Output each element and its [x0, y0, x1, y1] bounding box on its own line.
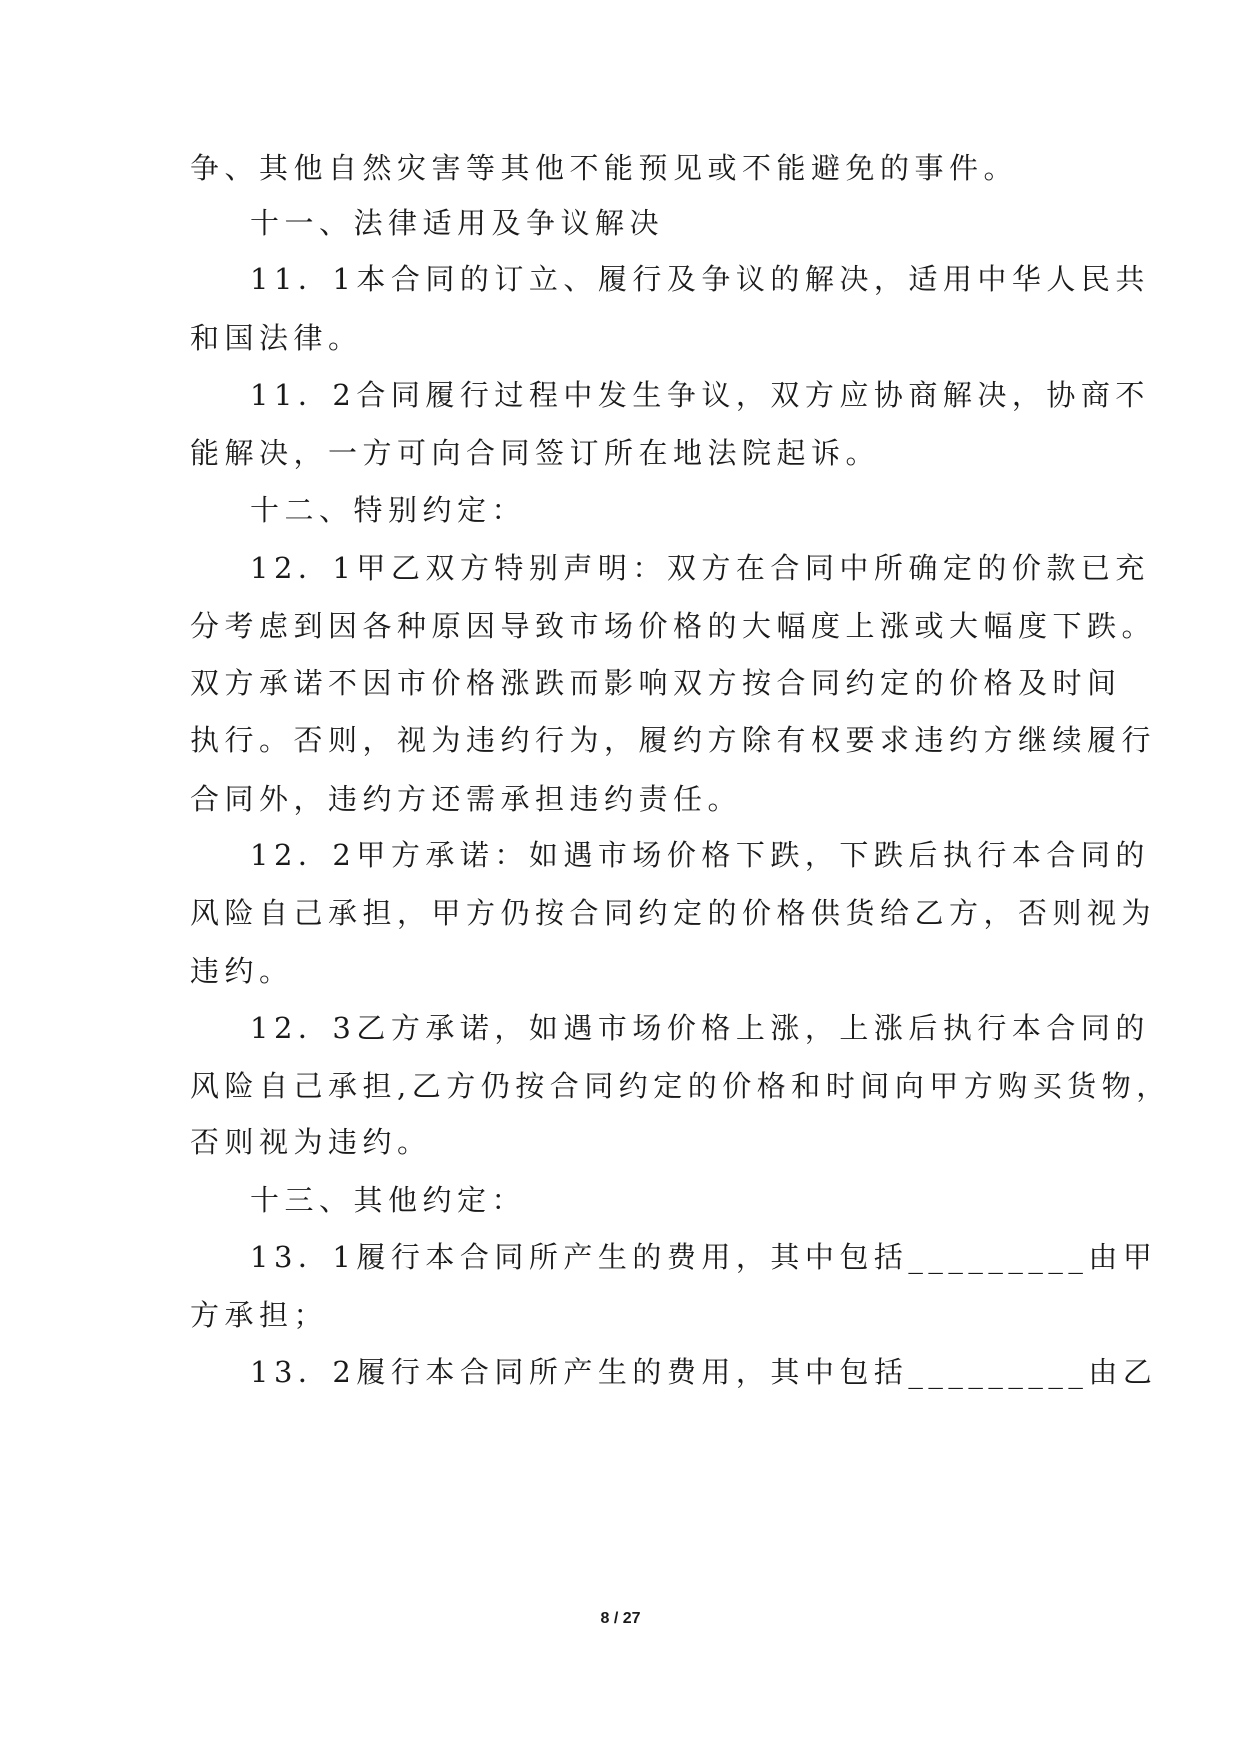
text-line: 合同外，违约方还需承担违约责任。 [190, 782, 743, 816]
text-line: 方承担； [190, 1298, 329, 1332]
text-line: 违约。 [190, 954, 294, 988]
text-line: 风险自己承担,乙方仍按合同约定的价格和时间向甲方购买货物， [190, 1069, 1171, 1103]
text-line: 分考虑到因各种原因导致市场价格的大幅度上涨或大幅度下跌。 [190, 609, 1157, 643]
section-heading: 十一、法律适用及争议解决 [250, 206, 665, 240]
text-line: 12．1甲乙双方特别声明：双方在合同中所确定的价款已充 [250, 551, 1150, 585]
text-line: 争、其他自然灾害等其他不能预见或不能避免的事件。 [190, 151, 1019, 185]
text-line: 否则视为违约。 [190, 1125, 432, 1159]
page-number: 8 / 27 [600, 1610, 641, 1627]
text-line: 双方承诺不因市价格涨跌而影响双方按合同约定的价格及时间 [190, 666, 1122, 700]
text-line: 12．3乙方承诺，如遇市场价格上涨，上涨后执行本合同的 [250, 1011, 1150, 1045]
text-line: 和国法律。 [190, 321, 363, 355]
text-line: 风险自己承担，甲方仍按合同约定的价格供货给乙方，否则视为 [190, 896, 1157, 930]
text-line: 能解决，一方可向合同签订所在地法院起诉。 [190, 436, 881, 470]
section-heading: 十三、其他约定： [250, 1183, 527, 1217]
text-line: 12．2甲方承诺：如遇市场价格下跌，下跌后执行本合同的 [250, 838, 1150, 872]
text-line: 11．1本合同的订立、履行及争议的解决，适用中华人民共 [250, 262, 1150, 296]
text-line: 13．1履行本合同所产生的费用，其中包括_________由甲 [250, 1240, 1158, 1274]
text-line: 执行。否则，视为违约行为，履约方除有权要求违约方继续履行 [190, 723, 1157, 757]
text-line: 13．2履行本合同所产生的费用，其中包括_________由乙 [250, 1355, 1158, 1389]
section-heading: 十二、特别约定： [250, 493, 527, 527]
text-line: 11．2合同履行过程中发生争议，双方应协商解决，协商不 [250, 378, 1150, 412]
